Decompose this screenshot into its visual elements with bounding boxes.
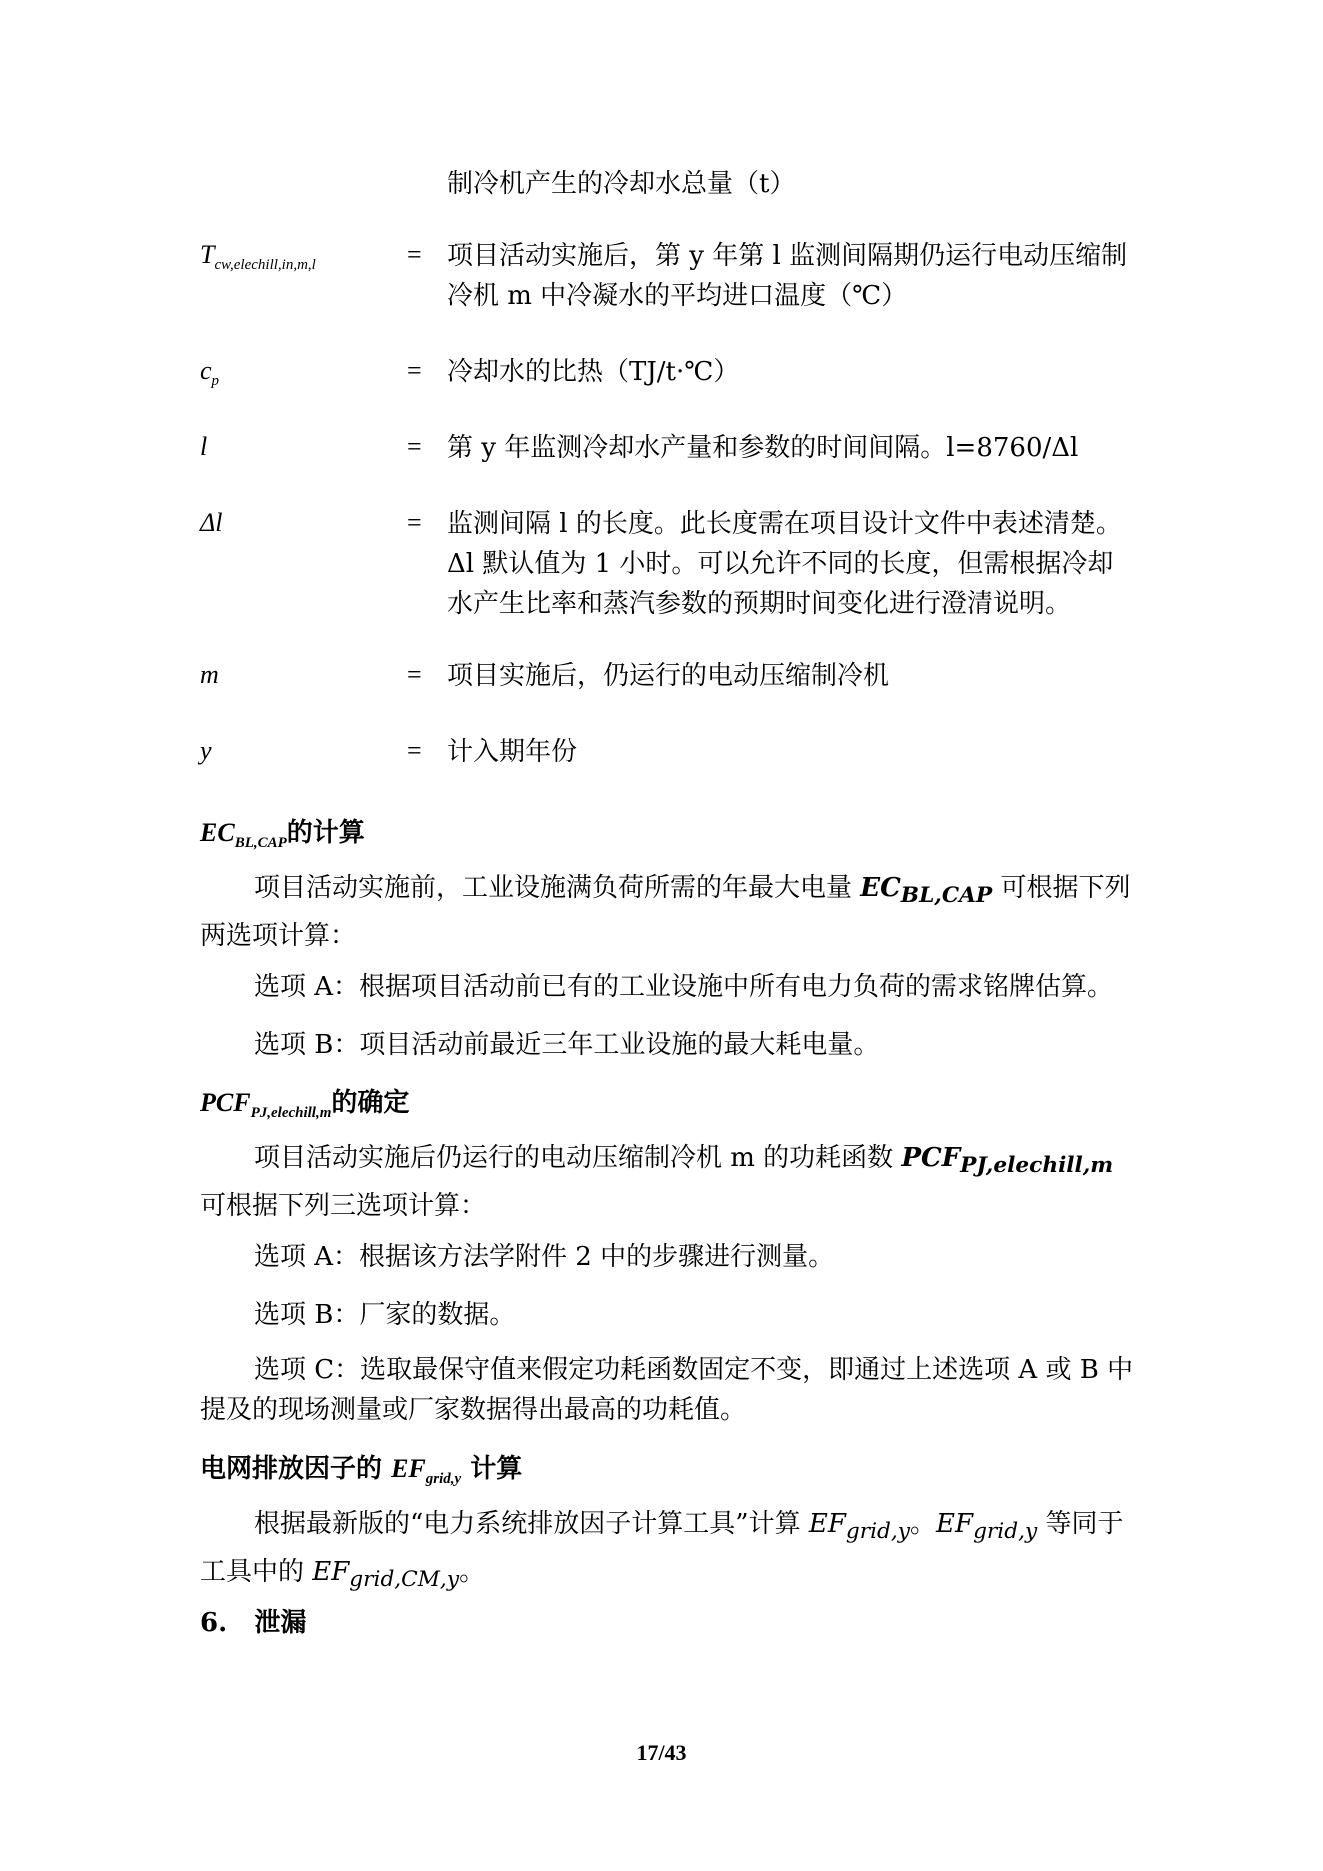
def-equals: = [407,432,422,461]
def-text-y: 计入期年份 [447,737,578,767]
heading-ec-bl-cap: $EC_{BL,CAP}$的计算 [200,818,365,852]
def-symbol-y: y [200,736,212,765]
def-text-delta-l: 监测间隔 l 的长度。此长度需在项目设计文件中表述清楚。Δl 默认值为 1 小时。可以允许不同的长度，但需根据冷却水产生比率和蒸汽参数的预期时间变化进行澄清说明。 [447,509,1122,619]
option-a-ec: 选项 A：根据项目活动前已有的工业设施中所有电力负荷的需求铭牌估算。 [254,972,1114,1002]
def-text-cp: 冷却水的比热（TJ/t·℃） [447,357,740,387]
def-symbol-delta-l: Δl [200,508,223,537]
def-symbol-cp: $c_p$ [200,356,220,390]
option-b-pcf: 选项 B：厂家的数据。 [254,1300,516,1330]
def-equals: = [407,660,422,689]
heading-ef-grid: 电网排放因子的 $EF_{grid,y}$ 计算 [200,1454,523,1488]
option-c-pcf: 选项 C：选取最保守值来假定功耗函数固定不变，即通过上述选项 A 或 B 中提及的现场测量或厂家数据得出最高的功耗值。 [200,1355,1134,1425]
def-text-m: 项目实施后，仍运行的电动压缩制冷机 [447,661,890,691]
def-equals: = [407,240,422,269]
def-symbol-l: l [200,432,208,461]
def-text-tcw: 项目活动实施后，第 y 年第 l 监测间隔期仍运行电动压缩制冷机 m 中冷凝水的平均进口温度（℃） [447,241,1128,311]
def-equals: = [407,508,422,537]
def-text-l: 第 y 年监测冷却水产量和参数的时间间隔。l=8760/Δl [447,433,1079,463]
option-a-pcf: 选项 A：根据该方法学附件 2 中的步骤进行测量。 [254,1242,835,1272]
def-symbol-m: m [200,660,219,689]
paragraph-ef-grid: 根据最新版的“电力系统排放因子计算工具”计算 $EF_{grid,y}$。$EF_{grid,y}$ 等同于工具中的 $EF_{grid,CM,y}$。 [200,1509,1124,1593]
heading-pcf: $PCF_{PJ,elechill,m}$的确定 [200,1088,410,1122]
page-number: 17/43 [636,1740,687,1765]
def-equals: = [407,356,422,385]
def-equals: = [407,736,422,765]
continuation-text: 制冷机产生的冷却水总量（t） [447,169,796,199]
option-b-ec: 选项 B：项目活动前最近三年工业设施的最大耗电量。 [254,1030,880,1060]
paragraph-pcf: 项目活动实施后仍运行的电动压缩制冷机 m 的功耗函数 $PCF_{PJ,elechill,m}$ 可根据下列三选项计算： [200,1143,1114,1222]
heading-leakage: 6. 泄漏 [200,1608,307,1638]
paragraph-ec-bl-cap: 项目活动实施前，工业设施满负荷所需的年最大电量 $EC_{BL,CAP}$ 可根据下列两选项计算： [200,873,1131,952]
def-symbol-tcw: $T_{cw,elechill,in,m,l}$ [200,240,316,274]
